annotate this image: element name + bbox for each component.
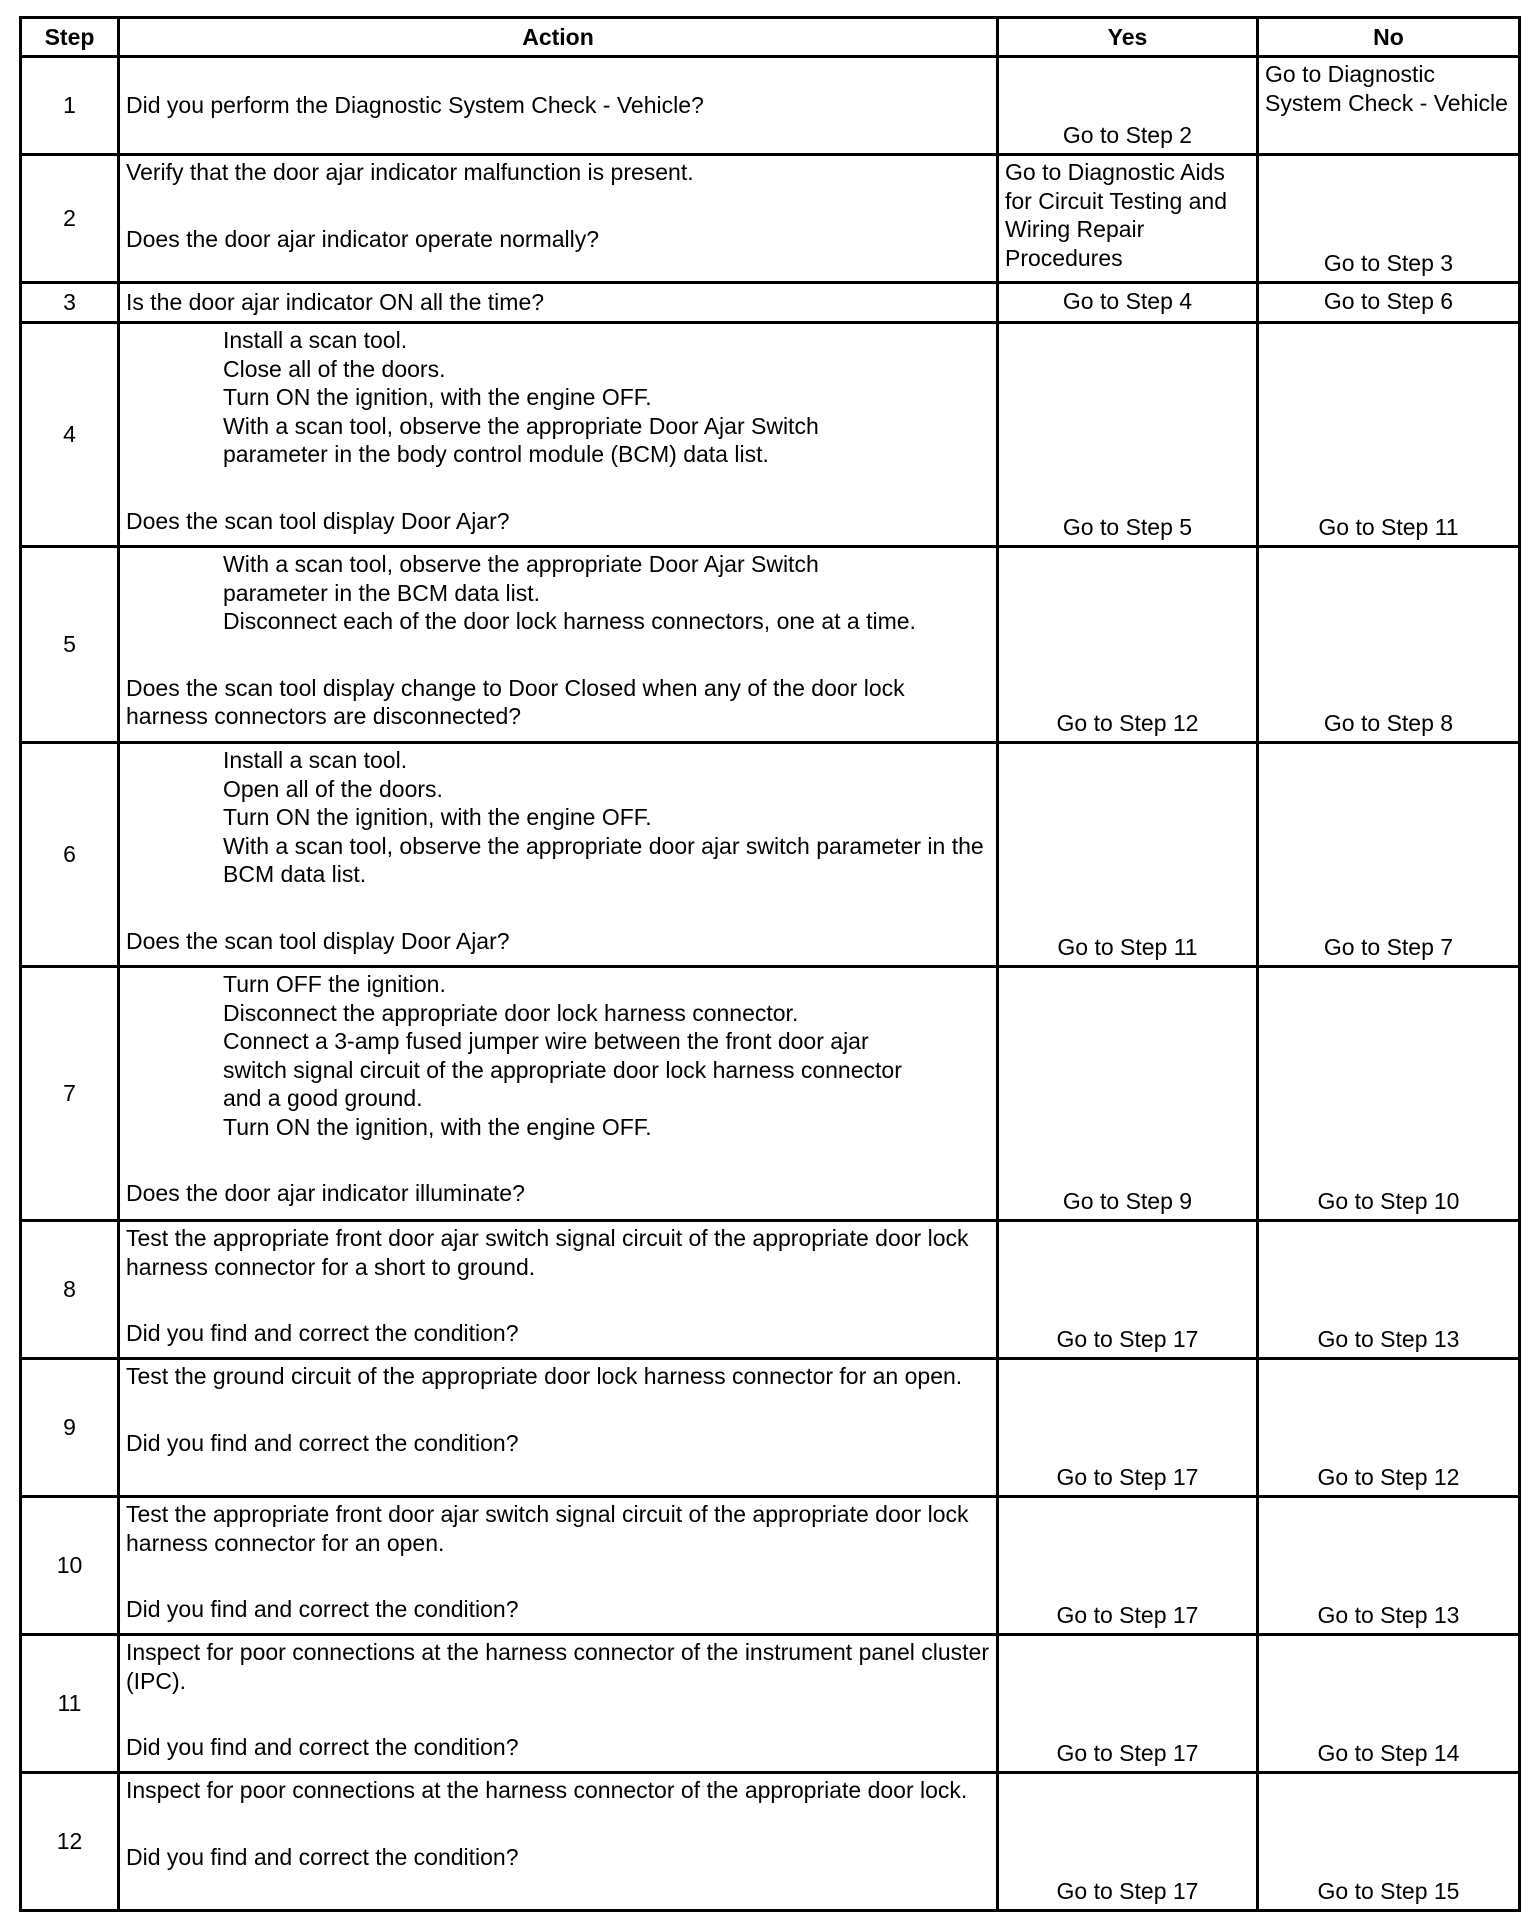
- yes-cell: Go to Step 17: [998, 1497, 1258, 1635]
- no-cell: Go to Step 12: [1258, 1359, 1520, 1497]
- table-row: [21, 57, 1520, 155]
- instruction: Turn ON the ignition, with the engine OFF.: [223, 384, 652, 410]
- table-row: [21, 1773, 1520, 1911]
- action-question: Did you find and correct the condition?: [126, 1429, 519, 1456]
- action-question: Is the door ajar indicator ON all the time?: [126, 289, 545, 316]
- no-cell: Go to Step 6: [1258, 283, 1520, 323]
- action-cell: [119, 323, 998, 547]
- yes-cell: Go to Diagnostic Aids for Circuit Testing and Wiring Repair Procedures: [998, 155, 1258, 283]
- action-cell: [119, 743, 998, 967]
- step-number: 1: [21, 57, 119, 155]
- action-cell: [119, 547, 998, 743]
- action-question: Does the door ajar indicator operate normally?: [126, 225, 600, 252]
- action-cell: [119, 1497, 998, 1635]
- header-no: No: [1258, 18, 1520, 57]
- action-cell: [119, 1635, 998, 1773]
- step-number: 12: [21, 1773, 119, 1911]
- header-row: [21, 18, 1520, 57]
- yes-cell: Go to Step 12: [998, 547, 1258, 743]
- action-question: Does the door ajar indicator illuminate?: [126, 1180, 525, 1206]
- action-lead: Test the appropriate front door ajar switch signal circuit of the appropriate door lock harness connector for a short to ground.: [126, 1225, 969, 1280]
- action-lead: Test the ground circuit of the appropriate door lock harness connector for an open.: [126, 1363, 963, 1389]
- instruction: Close all of the doors.: [223, 355, 446, 382]
- no-cell: Go to Step 13: [1258, 1497, 1520, 1635]
- step-number: 5: [21, 547, 119, 743]
- step-number: 6: [21, 743, 119, 967]
- table-row: [21, 1497, 1520, 1635]
- yes-cell: Go to Step 17: [998, 1773, 1258, 1911]
- action-question: Did you find and correct the condition?: [126, 1843, 519, 1870]
- instruction: Turn ON the ignition, with the engine OFF.: [223, 1113, 652, 1140]
- step-number: 2: [21, 155, 119, 283]
- action-cell: [119, 1359, 998, 1497]
- action-cell: [119, 155, 998, 283]
- instruction: With a scan tool, observe the appropriate Door Ajar Switch parameter in the BCM data list.: [223, 551, 819, 606]
- action-cell: [119, 967, 998, 1221]
- action-lead: Test the appropriate front door ajar switch signal circuit of the appropriate door lock harness connector for an open.: [126, 1501, 969, 1556]
- instruction: Install a scan tool.: [223, 747, 408, 773]
- instruction: Turn OFF the ignition.: [223, 971, 446, 997]
- step-number: 10: [21, 1497, 119, 1635]
- header-action: Action: [119, 18, 998, 57]
- step-number: 8: [21, 1221, 119, 1359]
- yes-cell: Go to Step 11: [998, 743, 1258, 967]
- action-question: Does the scan tool display Door Ajar?: [126, 927, 510, 954]
- no-cell: Go to Step 14: [1258, 1635, 1520, 1773]
- no-cell: Go to Diagnostic System Check - Vehicle: [1258, 57, 1520, 155]
- yes-cell: Go to Step 17: [998, 1635, 1258, 1773]
- instruction: With a scan tool, observe the appropriate door ajar switch parameter in the BCM data list.: [223, 832, 984, 887]
- step-number: 9: [21, 1359, 119, 1497]
- yes-cell: Go to Step 5: [998, 323, 1258, 547]
- no-cell: Go to Step 7: [1258, 743, 1520, 967]
- step-number: 3: [21, 283, 119, 323]
- yes-cell: Go to Step 4: [998, 283, 1258, 323]
- action-cell: [119, 57, 998, 155]
- action-cell: [119, 1221, 998, 1359]
- action-question: Did you find and correct the condition?: [126, 1320, 519, 1346]
- action-question: Did you find and correct the condition?: [126, 1734, 519, 1760]
- action-lead: Verify that the door ajar indicator malfunction is present.: [126, 159, 694, 185]
- instruction: Turn ON the ignition, with the engine OFF.: [223, 804, 652, 830]
- table-row: [21, 547, 1520, 743]
- yes-cell: Go to Step 9: [998, 967, 1258, 1221]
- instruction: Disconnect the appropriate door lock harness connector.: [223, 999, 799, 1026]
- action-question: Did you perform the Diagnostic System Check - Vehicle?: [126, 92, 704, 119]
- action-question: Does the scan tool display change to Door Closed when any of the door lock harness connectors are disconnected?: [126, 674, 905, 729]
- diagnostic-table: [19, 16, 1521, 1912]
- no-cell: Go to Step 10: [1258, 967, 1520, 1221]
- table-row: [21, 743, 1520, 967]
- no-cell: Go to Step 3: [1258, 155, 1520, 283]
- no-cell: Go to Step 8: [1258, 547, 1520, 743]
- yes-cell: Go to Step 17: [998, 1359, 1258, 1497]
- step-number: 4: [21, 323, 119, 547]
- action-cell: [119, 1773, 998, 1911]
- step-number: 7: [21, 967, 119, 1221]
- table-row: [21, 1221, 1520, 1359]
- instruction: Install a scan tool.: [223, 327, 408, 353]
- instruction: Disconnect each of the door lock harness connectors, one at a time.: [223, 608, 916, 634]
- no-cell: Go to Step 11: [1258, 323, 1520, 547]
- table-row: [21, 283, 1520, 323]
- table-row: [21, 1359, 1520, 1497]
- header-step: Step: [21, 18, 119, 57]
- action-question: Did you find and correct the condition?: [126, 1596, 519, 1622]
- table-row: [21, 155, 1520, 283]
- table-row: [21, 967, 1520, 1221]
- instruction: With a scan tool, observe the appropriate Door Ajar Switch parameter in the body control module (BCM) data list.: [223, 412, 819, 467]
- no-cell: Go to Step 15: [1258, 1773, 1520, 1911]
- no-cell: Go to Step 13: [1258, 1221, 1520, 1359]
- header-yes: Yes: [998, 18, 1258, 57]
- instruction: Open all of the doors.: [223, 775, 443, 802]
- yes-cell: Go to Step 17: [998, 1221, 1258, 1359]
- step-number: 11: [21, 1635, 119, 1773]
- instruction: Connect a 3-amp fused jumper wire between the front door ajar switch signal circuit of the appropriate door lock harness connector and a good ground.: [223, 1028, 902, 1111]
- yes-cell: Go to Step 2: [998, 57, 1258, 155]
- action-lead: Inspect for poor connections at the harness connector of the appropriate door lock.: [126, 1777, 968, 1803]
- table-row: [21, 1635, 1520, 1773]
- table-row: [21, 323, 1520, 547]
- action-lead: Inspect for poor connections at the harness connector of the instrument panel cluster (IPC).: [126, 1639, 989, 1694]
- action-question: Does the scan tool display Door Ajar?: [126, 507, 510, 534]
- action-cell: [119, 283, 998, 323]
